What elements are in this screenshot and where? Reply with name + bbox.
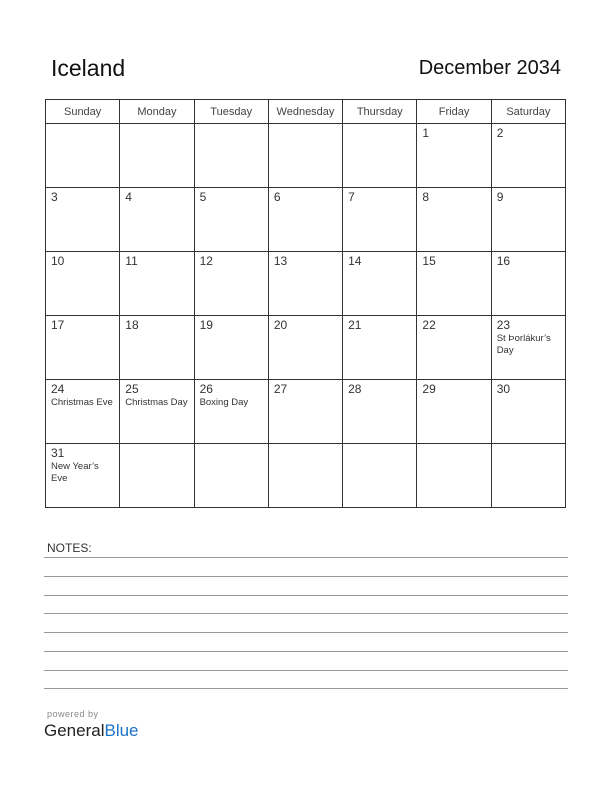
- day-number: 10: [51, 254, 65, 268]
- day-cell: [120, 316, 194, 380]
- day-number: 6: [273, 190, 281, 204]
- day-cell: [491, 124, 565, 188]
- day-cell: [417, 380, 491, 444]
- day-cell: [491, 444, 565, 508]
- note-line: [44, 576, 568, 577]
- day-number: [422, 445, 485, 446]
- day-number: [274, 125, 337, 126]
- weekday-friday: Friday: [417, 100, 491, 124]
- day-cell: [491, 380, 565, 444]
- note-line: [44, 595, 568, 596]
- day-number: 25: [125, 382, 139, 396]
- week-row: [46, 124, 566, 188]
- day-cell: [343, 316, 417, 380]
- day-number: 9: [496, 190, 504, 204]
- day-number: 21: [348, 318, 362, 332]
- day-number: 7: [348, 190, 355, 204]
- week-row: [46, 316, 566, 380]
- day-cell: [491, 188, 565, 252]
- day-number: 14: [348, 254, 362, 268]
- country-title: Iceland: [51, 55, 126, 81]
- day-number: 15: [422, 254, 436, 268]
- week-row: [46, 380, 566, 444]
- day-cell: [343, 380, 417, 444]
- day-number: 26: [199, 382, 213, 396]
- holiday-label: Boxing Day: [199, 397, 249, 408]
- day-cell: [194, 444, 268, 508]
- weekday-tuesday: Tuesday: [194, 100, 268, 124]
- day-number: [200, 445, 263, 446]
- day-number: 5: [199, 190, 207, 204]
- day-cell: [120, 252, 194, 316]
- day-number: [51, 125, 114, 126]
- day-cell: [343, 188, 417, 252]
- week-row: [46, 188, 566, 252]
- weekday-thursday: Thursday: [343, 100, 417, 124]
- day-number: 2: [496, 126, 504, 140]
- day-number: 3: [51, 190, 58, 204]
- day-cell: [120, 124, 194, 188]
- day-cell: [417, 124, 491, 188]
- day-cell: [268, 380, 342, 444]
- day-cell: [46, 444, 120, 508]
- weekday-sunday: Sunday: [46, 100, 120, 124]
- day-number: [200, 125, 263, 126]
- day-number: 27: [273, 382, 288, 396]
- day-cell: [46, 252, 120, 316]
- day-cell: [120, 444, 194, 508]
- day-number: 8: [422, 190, 430, 204]
- day-cell: [417, 444, 491, 508]
- note-line: [44, 613, 568, 614]
- month-title: December 2034: [418, 57, 561, 79]
- day-number: 16: [496, 254, 511, 268]
- day-number: 29: [422, 382, 436, 396]
- day-cell: [120, 188, 194, 252]
- brand-blue: Blue: [104, 721, 139, 740]
- day-cell: [46, 124, 120, 188]
- day-number: 18: [125, 318, 139, 332]
- holiday-label: St Þorlákur’s Day: [496, 333, 551, 356]
- week-row: [46, 444, 566, 508]
- day-cell: [268, 188, 342, 252]
- day-number: 12: [199, 254, 213, 268]
- note-line: [44, 632, 568, 633]
- holiday-label: Christmas Day: [125, 397, 188, 408]
- weekday-saturday: Saturday: [491, 100, 565, 124]
- note-line: [44, 670, 568, 671]
- note-line: [44, 688, 568, 689]
- powered-by-text: powered by: [47, 709, 99, 719]
- day-number: 17: [51, 318, 65, 332]
- holiday-label: Christmas Eve: [51, 397, 113, 408]
- day-cell: [491, 316, 565, 380]
- note-line: [44, 651, 568, 652]
- day-number: 28: [348, 382, 362, 396]
- weekday-header-row: [46, 100, 566, 124]
- day-cell: [343, 124, 417, 188]
- day-number: 24: [51, 382, 65, 396]
- day-number: 4: [125, 190, 132, 204]
- day-number: 13: [273, 254, 288, 268]
- day-number: [348, 125, 411, 126]
- day-number: [348, 445, 411, 446]
- day-cell: [268, 316, 342, 380]
- day-number: [274, 445, 337, 446]
- notes-label: NOTES:: [47, 541, 92, 555]
- day-number: 30: [496, 382, 511, 396]
- day-cell: [343, 444, 417, 508]
- day-cell: [194, 380, 268, 444]
- day-cell: [417, 252, 491, 316]
- calendar-grid: [45, 99, 566, 508]
- day-cell: [46, 188, 120, 252]
- day-number: 23: [496, 318, 511, 332]
- weekday-monday: Monday: [120, 100, 194, 124]
- day-number: [125, 445, 188, 446]
- note-line: [44, 557, 568, 558]
- day-cell: [46, 316, 120, 380]
- day-cell: [417, 188, 491, 252]
- day-number: 20: [273, 318, 288, 332]
- week-row: [46, 252, 566, 316]
- day-cell: [491, 252, 565, 316]
- day-cell: [268, 444, 342, 508]
- day-cell: [46, 380, 120, 444]
- holiday-label: New Year’s Eve: [51, 461, 99, 484]
- day-cell: [194, 124, 268, 188]
- day-cell: [194, 252, 268, 316]
- day-number: 31: [51, 446, 65, 460]
- day-number: 19: [199, 318, 213, 332]
- brand-general: General: [44, 721, 105, 740]
- day-cell: [194, 188, 268, 252]
- weekday-wednesday: Wednesday: [268, 100, 342, 124]
- day-cell: [343, 252, 417, 316]
- day-number: 11: [125, 254, 138, 268]
- day-number: 1: [422, 126, 430, 140]
- day-cell: [268, 252, 342, 316]
- day-number: [125, 125, 188, 126]
- day-cell: [194, 316, 268, 380]
- day-number: [497, 445, 560, 446]
- day-number: 22: [422, 318, 436, 332]
- day-cell: [120, 380, 194, 444]
- day-cell: [268, 124, 342, 188]
- day-cell: [417, 316, 491, 380]
- generalblue-logo: [44, 721, 139, 741]
